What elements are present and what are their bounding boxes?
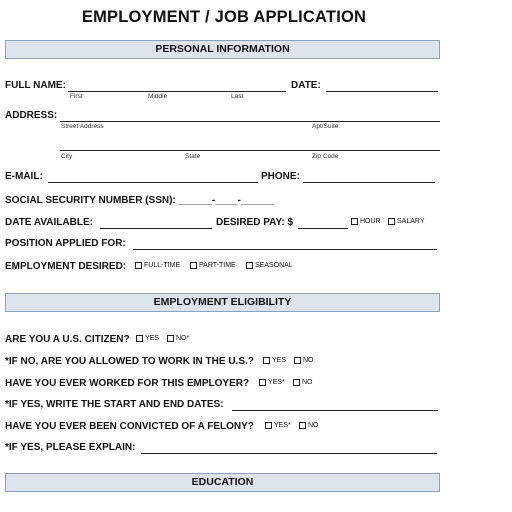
full-time-checkbox[interactable] — [135, 262, 142, 269]
section-personal-information: PERSONAL INFORMATION — [5, 40, 440, 59]
worked-no-checkbox[interactable] — [293, 379, 300, 386]
last-name-caption: Last — [231, 93, 244, 100]
date-field[interactable] — [326, 91, 438, 92]
first-name-caption: First — [70, 93, 83, 100]
hour-checkbox[interactable] — [351, 218, 358, 225]
allowed-no-label: NO — [303, 357, 314, 364]
citizen-no-checkbox[interactable] — [167, 335, 174, 342]
explain-field[interactable] — [141, 453, 437, 454]
worked-yes-option[interactable] — [259, 379, 285, 386]
apt-suite-caption: Apt/Suite — [312, 123, 339, 130]
worked-yes-checkbox[interactable] — [259, 379, 266, 386]
address-label: ADDRESS: — [5, 110, 58, 121]
date-label: DATE: — [291, 80, 321, 91]
full-time-label: FULL-TIME — [144, 262, 181, 269]
salary-checkbox[interactable] — [388, 218, 395, 225]
phone-field[interactable] — [303, 182, 435, 183]
hour-option[interactable] — [351, 218, 381, 225]
allowed-no-checkbox[interactable] — [294, 357, 301, 364]
seasonal-checkbox[interactable] — [246, 262, 253, 269]
ssn-label: SOCIAL SECURITY NUMBER (SSN): ______-____-______ — [5, 195, 275, 206]
part-time-label: PART-TIME — [199, 262, 236, 269]
explain-question: *IF YES, PLEASE EXPLAIN: — [5, 442, 136, 453]
worked-yes-label: YES* — [268, 379, 285, 386]
street-address-caption: Street Address — [61, 123, 104, 130]
allowed-yes-checkbox[interactable] — [263, 357, 270, 364]
worked-no-option[interactable] — [293, 379, 313, 386]
seasonal-label: SEASONAL — [255, 262, 293, 269]
middle-name-caption: Middle — [148, 93, 168, 100]
start-end-dates-field[interactable] — [232, 410, 438, 411]
section-employment-eligibility: EMPLOYMENT ELIGIBILITY — [5, 293, 440, 312]
desired-pay-label: DESIRED PAY: $ — [216, 217, 294, 228]
allowed-yes-option[interactable] — [263, 357, 286, 364]
part-time-checkbox[interactable] — [190, 262, 197, 269]
state-caption: State — [185, 153, 201, 160]
felony-yes-label: YES* — [274, 422, 291, 429]
email-label: E-MAIL: — [5, 171, 43, 182]
part-time-option[interactable] — [190, 262, 236, 269]
allowed-to-work-question: *IF NO, ARE YOU ALLOWED TO WORK IN THE U.S.? — [5, 356, 254, 367]
street-address-field[interactable] — [60, 121, 440, 122]
zip-code-caption: Zip Code — [312, 153, 339, 160]
full-name-label: FULL NAME: — [5, 80, 66, 91]
worked-no-label: NO — [302, 379, 313, 386]
city-caption: City — [61, 153, 73, 160]
salary-option[interactable] — [388, 218, 425, 225]
salary-label: SALARY — [397, 218, 425, 225]
full-name-field[interactable] — [68, 91, 286, 92]
position-label: POSITION APPLIED FOR: — [5, 238, 126, 249]
felony-no-option[interactable] — [299, 422, 319, 429]
felony-yes-checkbox[interactable] — [265, 422, 272, 429]
email-field[interactable] — [48, 182, 258, 183]
start-end-dates-question: *IF YES, WRITE THE START AND END DATES: — [5, 399, 224, 410]
citizen-yes-checkbox[interactable] — [136, 335, 143, 342]
full-time-option[interactable] — [135, 262, 180, 269]
citizen-no-option[interactable] — [167, 335, 189, 342]
citizen-no-label: NO* — [176, 335, 190, 342]
city-state-zip-field[interactable] — [60, 150, 440, 151]
desired-pay-field[interactable] — [298, 228, 348, 229]
allowed-yes-label: YES — [272, 357, 287, 364]
form-title: EMPLOYMENT / JOB APPLICATION — [81, 8, 367, 26]
hour-label: HOUR — [360, 218, 381, 225]
felony-no-checkbox[interactable] — [299, 422, 306, 429]
date-available-field[interactable] — [100, 228, 212, 229]
seasonal-option[interactable] — [246, 262, 293, 269]
citizen-question: ARE YOU A U.S. CITIZEN? — [5, 334, 130, 345]
phone-label: PHONE: — [261, 171, 300, 182]
date-available-label: DATE AVAILABLE: — [5, 217, 93, 228]
worked-before-question: HAVE YOU EVER WORKED FOR THIS EMPLOYER? — [5, 378, 250, 389]
position-field[interactable] — [133, 249, 437, 250]
citizen-yes-label: YES — [145, 335, 160, 342]
felony-question: HAVE YOU EVER BEEN CONVICTED OF A FELONY? — [5, 421, 254, 432]
employment-desired-label: EMPLOYMENT DESIRED: — [5, 261, 127, 272]
felony-yes-option[interactable] — [265, 422, 291, 429]
felony-no-label: NO — [308, 422, 319, 429]
citizen-yes-option[interactable] — [136, 335, 159, 342]
section-education: EDUCATION — [5, 473, 440, 492]
allowed-no-option[interactable] — [294, 357, 314, 364]
